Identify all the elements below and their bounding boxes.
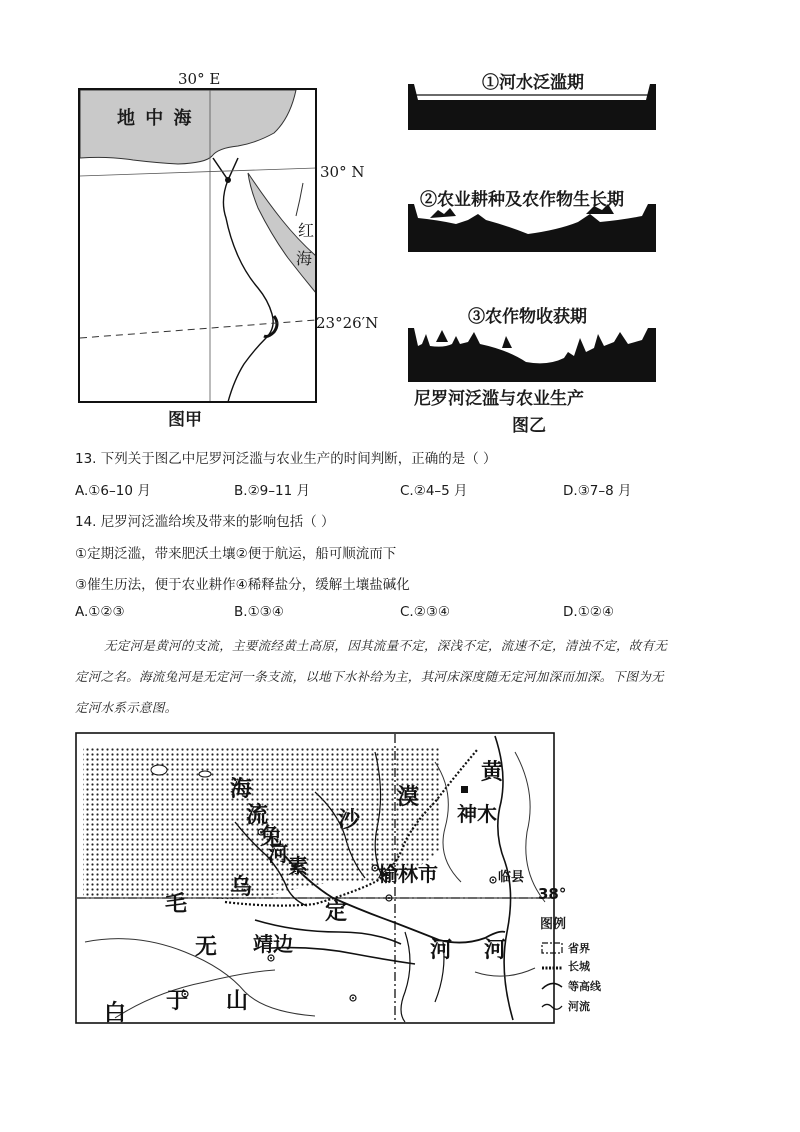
stage-2-label: ②农业耕种及农作物生长期 bbox=[420, 190, 624, 210]
fig-b-subtitle: 尼罗河泛滥与农业生产 bbox=[414, 389, 584, 409]
label-hai: 海 bbox=[230, 777, 253, 802]
option-text: ①②③ bbox=[88, 604, 125, 620]
label-lat-38: 38° bbox=[538, 885, 567, 903]
label-mo: 漠 bbox=[397, 785, 420, 810]
fig-a-caption: 图甲 bbox=[168, 410, 202, 430]
legend-label: 河流 bbox=[568, 1000, 590, 1013]
q14-option-d[interactable] bbox=[563, 604, 614, 620]
label-yulin: 榆林市 bbox=[378, 862, 438, 886]
map-legend bbox=[540, 913, 610, 1014]
option-text: ①6–10 月 bbox=[88, 483, 151, 499]
fig-b-caption: 图乙 bbox=[512, 416, 546, 436]
q14-option-a[interactable] bbox=[75, 604, 125, 620]
option-text: ①②④ bbox=[577, 604, 614, 620]
label-wu: 乌 bbox=[230, 875, 253, 900]
stage-1-label: ①河水泛滥期 bbox=[482, 73, 584, 93]
label-yu: 于 bbox=[166, 989, 189, 1014]
label-sha: 沙 bbox=[338, 808, 361, 833]
q13-option-a[interactable] bbox=[75, 479, 151, 499]
stage-1-graphic bbox=[408, 82, 656, 130]
red-sea-label-2: 海 bbox=[296, 249, 313, 268]
cairo-dot bbox=[225, 177, 231, 183]
q14-stem: 14. 尼罗河泛滥给埃及带来的影响包括（ ） bbox=[75, 514, 335, 530]
stage-3-label: ③农作物收获期 bbox=[468, 307, 587, 327]
label-bai: 白 bbox=[104, 1001, 127, 1026]
mediterranean-label: 地 中 海 bbox=[117, 108, 194, 129]
stage-3-graphic bbox=[408, 322, 656, 382]
q14-statement-line-1: ①定期泛滥，带来肥沃土壤②便于航运，船可顺流而下 bbox=[75, 546, 397, 562]
legend-item-province bbox=[540, 940, 610, 956]
parallel-30n bbox=[80, 168, 316, 176]
option-letter: A. bbox=[75, 483, 89, 499]
label-shan: 山 bbox=[226, 989, 249, 1014]
option-letter: C. bbox=[400, 483, 414, 499]
legend-label: 长城 bbox=[568, 960, 590, 973]
legend-title: 图例 bbox=[540, 917, 567, 932]
legend-item-river bbox=[540, 998, 610, 1014]
q13-option-d[interactable] bbox=[563, 479, 632, 499]
fig-a-lon-label: 30° E bbox=[178, 70, 221, 88]
label-he-3: 河 bbox=[484, 938, 507, 963]
label-linxian: 临县 bbox=[498, 870, 525, 885]
option-text: ②9–11 月 bbox=[247, 483, 310, 499]
label-he-1: 河 bbox=[268, 842, 288, 866]
label-jingbian: 靖边 bbox=[253, 932, 293, 956]
q14-option-c[interactable] bbox=[400, 604, 450, 620]
label-liu: 流 bbox=[246, 803, 269, 828]
passage-line-2: 定河之名。海流兔河是无定河一条支流，以地下水补给为主，其河床深度随无定河加深而加深。下图为无 bbox=[75, 669, 664, 684]
legend-item-great-wall bbox=[540, 958, 610, 974]
legend-label: 省界 bbox=[568, 942, 590, 955]
legend-item-contour bbox=[540, 978, 610, 994]
stage-2-graphic bbox=[408, 200, 656, 252]
fig-a-map bbox=[78, 88, 318, 404]
label-mao: 毛 bbox=[165, 892, 188, 917]
label-ding: 定 bbox=[325, 900, 348, 925]
option-letter: D. bbox=[563, 604, 578, 620]
option-letter: D. bbox=[563, 483, 578, 499]
q14-option-b[interactable] bbox=[234, 604, 284, 620]
red-sea-label-1: 红 bbox=[298, 221, 315, 240]
q13-option-c[interactable] bbox=[400, 479, 468, 499]
tropic-label: 23°26′N bbox=[316, 314, 379, 332]
q13-option-b[interactable] bbox=[234, 479, 310, 499]
option-letter: B. bbox=[234, 604, 248, 620]
label-shenmu: 神木 bbox=[457, 802, 497, 826]
option-letter: A. bbox=[75, 604, 89, 620]
legend-label: 等高线 bbox=[568, 980, 601, 993]
option-text: ②③④ bbox=[413, 604, 451, 620]
label-he-2: 河 bbox=[430, 938, 453, 963]
label-huang: 黄 bbox=[481, 760, 504, 785]
passage-line-1: 无定河是黄河的支流，主要流经黄土高原，因其流量不定，深浅不定，流速不定，清浊不定，故有无 bbox=[104, 638, 668, 653]
label-tu: 兔 bbox=[260, 825, 283, 850]
option-text: ①③④ bbox=[247, 604, 284, 620]
label-wu-2: 无 bbox=[195, 935, 218, 960]
q14-statement-line-2: ③催生历法，便于农业耕作④稀释盐分，缓解土壤盐碱化 bbox=[75, 577, 410, 593]
option-text: ③7–8 月 bbox=[577, 483, 632, 499]
q13-stem: 13. 下列关于图乙中尼罗河泛滥与农业生产的时间判断，正确的是（ ） bbox=[75, 451, 497, 467]
option-letter: C. bbox=[400, 604, 414, 620]
option-letter: B. bbox=[234, 483, 248, 499]
label-su: 素 bbox=[288, 854, 308, 878]
option-text: ②4–5 月 bbox=[413, 483, 468, 499]
tropic-of-cancer bbox=[80, 320, 316, 338]
nile-delta bbox=[213, 158, 238, 180]
shenmu-marker bbox=[461, 786, 468, 793]
lat-30n-label: 30° N bbox=[320, 163, 365, 181]
lake-nasser bbox=[264, 316, 277, 337]
passage-line-3: 定河水系示意图。 bbox=[75, 700, 178, 715]
